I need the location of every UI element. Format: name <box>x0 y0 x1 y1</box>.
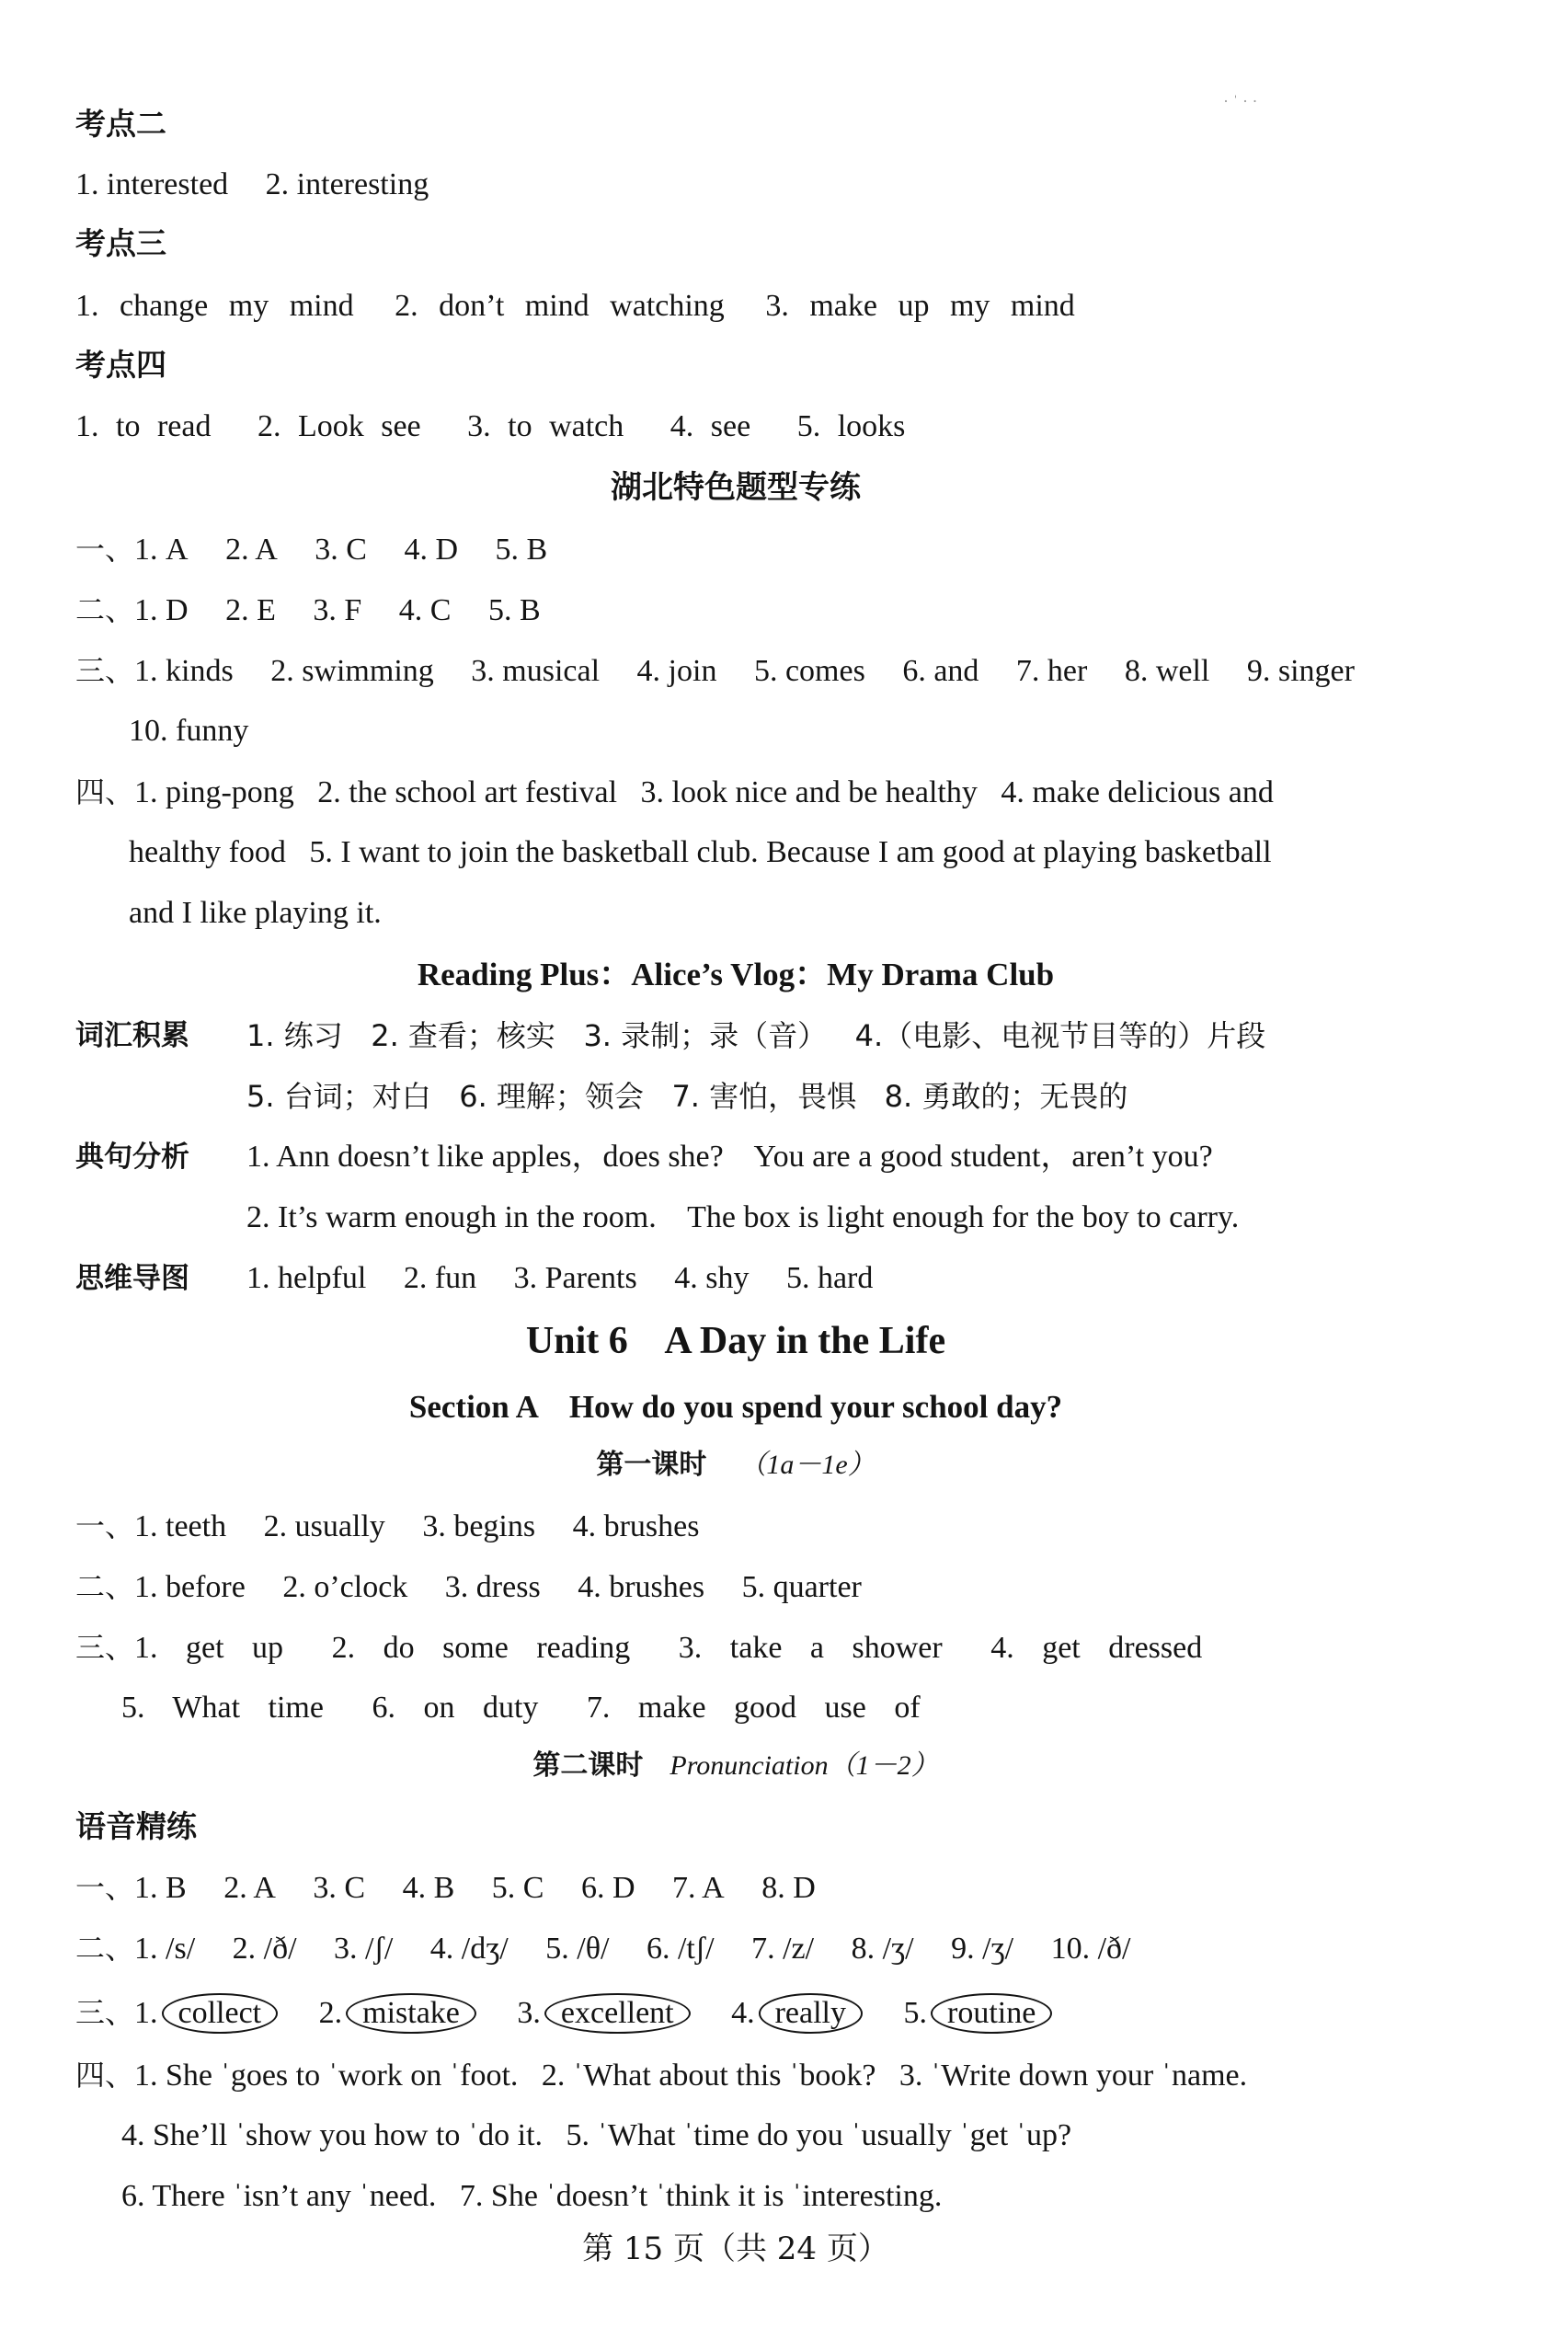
answer-item: 1. B <box>134 1871 187 1905</box>
lesson2-part3 <box>75 1991 1384 2035</box>
answer-item: 1. helpful <box>246 1261 367 1295</box>
circled-word: really <box>759 1993 863 2034</box>
answer-item: 4. D <box>404 533 459 567</box>
answer-item: 3. musical <box>471 654 601 688</box>
part-label: 一、 <box>75 1870 135 1905</box>
hubei-part3-cont <box>129 710 1384 752</box>
answer-item: 3. C <box>313 1871 366 1905</box>
answer-item: 4. brushes <box>578 1570 705 1604</box>
answer-item: 2. interesting <box>265 167 429 201</box>
circled-word: routine <box>931 1993 1052 2034</box>
circled-word: collect <box>162 1993 279 2034</box>
answer-item: 7. /z/ <box>751 1932 815 1966</box>
answer-item: 7. her <box>1015 654 1088 688</box>
answer-item: 2. Look see <box>257 409 421 443</box>
answer-item: 1. D <box>134 593 189 627</box>
part-label: 四、 <box>75 774 135 809</box>
answer-item: 9. /ʒ/ <box>951 1932 1014 1966</box>
answer-item: 5. B <box>495 533 548 567</box>
answer-item: 2. usually <box>263 1509 385 1543</box>
answer-item: 6. D <box>580 1871 635 1905</box>
answer-item: 8. D <box>761 1871 816 1905</box>
kaodian2-heading: 考点二 <box>75 106 166 142</box>
part-label: 三、 <box>75 1995 135 2030</box>
answer-item: 5. quarter <box>741 1570 862 1604</box>
answer-item: 1. kinds <box>134 654 234 688</box>
answer-item: 3. dress <box>444 1570 541 1604</box>
answer-item: 2. o’clock <box>282 1570 408 1604</box>
answer-item: 3. C <box>315 533 367 567</box>
answer-item: 2. swimming <box>270 654 434 688</box>
lesson-range: （1a－1e） <box>738 1450 876 1480</box>
circled-word: mistake <box>346 1993 476 2034</box>
answer-item: 3. Parents <box>513 1261 637 1295</box>
answer-item: 1. teeth <box>134 1509 227 1543</box>
lesson1-part1 <box>75 1505 1384 1548</box>
answer-item: 5. hard <box>785 1261 874 1295</box>
answer-item: 2. A <box>223 1871 276 1905</box>
hubei-part4-line1 <box>75 771 1384 814</box>
answer-item: 1. interested <box>75 167 229 201</box>
answer-text: 1. ping-pong 2. the school art festival 3. look nice and be healthy 4. make delicious and <box>134 775 1274 809</box>
answer-item: 1. /s/ <box>134 1932 196 1966</box>
kaodian4-heading: 考点四 <box>75 347 166 383</box>
kaodian2-answers <box>75 164 1384 206</box>
vocab-label: 词汇积累 <box>75 1019 189 1052</box>
part-label: 二、 <box>75 1569 135 1604</box>
part-label: 二、 <box>75 592 135 627</box>
answer-item: 2. don’t mind watching <box>395 289 725 323</box>
answer-item: 1. get up <box>134 1631 284 1665</box>
hubei-part4-line3: and I like playing it. <box>129 896 382 930</box>
kaodian3-heading: 考点三 <box>75 225 166 261</box>
answer-item: 7. A <box>672 1871 725 1905</box>
answer-item: 4. /dʒ/ <box>429 1932 509 1966</box>
answer-item: 2. do some reading <box>331 1631 631 1665</box>
answer-item: 1. change my mind <box>75 289 354 323</box>
scan-speck: · ˈ · · <box>1223 92 1258 110</box>
sentence-line1: 1. Ann doesn’t like apples，does she? You are a good student，aren’t you? <box>246 1140 1213 1174</box>
answer-item: 6. /tʃ/ <box>646 1932 715 1966</box>
answer-item: 3. /ʃ/ <box>334 1932 394 1966</box>
item-number: 3. <box>517 1996 541 2030</box>
lesson2-part4-line2: 4. She’ll ˈshow you how to ˈdo it. 5. ˈWhat ˈtime do you ˈusually ˈget ˈup? <box>121 2118 1072 2152</box>
answer-item: 3. begins <box>422 1509 536 1543</box>
pronunciation-heading: 语音精练 <box>75 1808 197 1844</box>
lesson1-part3-line1 <box>75 1626 1384 1669</box>
answer-item: 6. and <box>902 654 979 688</box>
part-label: 一、 <box>75 532 135 567</box>
mindmap-label: 思维导图 <box>75 1262 189 1295</box>
answer-item: 8. well <box>1124 654 1210 688</box>
answer-item: 5. B <box>487 593 541 627</box>
lesson1-part3-line2 <box>121 1687 1384 1729</box>
answer-item: 2. fun <box>403 1261 477 1295</box>
vocab-line2: 5. 台词；对白 6. 理解；领会 7. 害怕，畏惧 8. 勇敢的；无畏的 <box>246 1079 1128 1114</box>
lesson-label: 第二课时 <box>532 1749 644 1782</box>
answer-item: 8. /ʒ/ <box>851 1932 914 1966</box>
answer-item: 4. B <box>402 1871 455 1905</box>
answer-item: 4. see <box>670 409 751 443</box>
answer-item: 1. A <box>134 533 189 567</box>
kaodian4-answers <box>75 406 1384 448</box>
answer-item: 6. on duty <box>372 1691 539 1725</box>
answer-item: 10. /ð/ <box>1050 1932 1131 1966</box>
lesson-label: 第一课时 <box>596 1449 707 1481</box>
answer-item: 3. take a shower <box>678 1631 943 1665</box>
item-number: 2. <box>318 1996 343 2030</box>
answer-item: 4. get dressed <box>990 1631 1203 1665</box>
item-number: 5. <box>903 1996 928 2030</box>
kaodian3-answers <box>75 285 1384 327</box>
hubei-part2 <box>75 589 1384 632</box>
answer-item: 4. brushes <box>572 1509 700 1543</box>
hubei-part3 <box>75 649 1384 693</box>
part-label: 四、 <box>75 2058 135 2093</box>
answer-item: 5. C <box>491 1871 544 1905</box>
lesson2-heading <box>0 1746 1471 1786</box>
hubei-part4-line2: healthy food 5. I want to join the basketball club. Because I am good at playing basketball <box>129 835 1272 869</box>
sentence-line2: 2. It’s warm enough in the room. The box is light enough for the boy to carry. <box>246 1200 1240 1234</box>
answer-item: 2. /ð/ <box>232 1932 297 1966</box>
answer-item: 3. F <box>313 593 362 627</box>
section-title: Section A How do you spend your school day? <box>408 1389 1063 1425</box>
answer-item: 3. make up my mind <box>765 289 1075 323</box>
sentence-label: 典句分析 <box>75 1141 189 1174</box>
part-label: 一、 <box>75 1508 135 1543</box>
answer-item: 5. comes <box>753 654 865 688</box>
lesson-range: Pronunciation（1－2） <box>670 1750 939 1781</box>
lesson2-part2 <box>75 1927 1384 1970</box>
hubei-part1 <box>75 528 1384 571</box>
answer-item: 5. /θ/ <box>545 1932 610 1966</box>
answer-item: 4. C <box>398 593 452 627</box>
answer-item: 10. funny <box>129 714 249 748</box>
answer-item: 4. join <box>636 654 717 688</box>
lesson2-part4-line1 <box>75 2054 1384 2097</box>
answer-item: 5. What time <box>121 1691 324 1725</box>
item-number: 4. <box>731 1996 755 2030</box>
answer-item: 2. A <box>225 533 278 567</box>
unit-title: Unit 6 A Day in the Life <box>525 1320 946 1362</box>
lesson2-part4-line3: 6. There ˈisn’t any ˈneed. 7. She ˈdoesn’t ˈthink it is ˈinteresting. <box>121 2179 943 2213</box>
part-label: 二、 <box>75 1931 135 1966</box>
page-footer: 第 15 页（共 24 页） <box>582 2231 889 2267</box>
answer-item: 3. to watch <box>467 409 624 443</box>
lesson2-part1 <box>75 1866 1384 1909</box>
vocab-line1: 1. 练习 2. 查看；核实 3. 录制；录（音） 4.（电影、电视节目等的）片段 <box>246 1018 1266 1053</box>
answer-item: 9. singer <box>1246 654 1355 688</box>
lesson1-heading <box>0 1445 1471 1485</box>
reading-plus-title: Reading Plus：Alice’s Vlog：My Drama Club <box>417 957 1055 992</box>
lesson1-part2 <box>75 1565 1384 1609</box>
answer-item: 5. looks <box>796 409 906 443</box>
mindmap-answers <box>246 1257 1384 1300</box>
part-label: 三、 <box>75 653 135 688</box>
answer-item: 1. to read <box>75 409 212 443</box>
answer-text: 1. She ˈgoes to ˈwork on ˈfoot. 2. ˈWhat about this ˈbook? 3. ˈWrite down your ˈname. <box>134 2059 1248 2093</box>
answer-item: 2. E <box>225 593 276 627</box>
answer-item: 1. before <box>134 1570 246 1604</box>
circled-word: excellent <box>544 1993 691 2034</box>
answer-item: 7. make good use of <box>586 1691 921 1725</box>
part-label: 三、 <box>75 1630 135 1665</box>
item-number: 1. <box>134 1996 158 2030</box>
answer-item: 4. shy <box>674 1261 750 1295</box>
hubei-section-title: 湖北特色题型专练 <box>611 469 861 506</box>
